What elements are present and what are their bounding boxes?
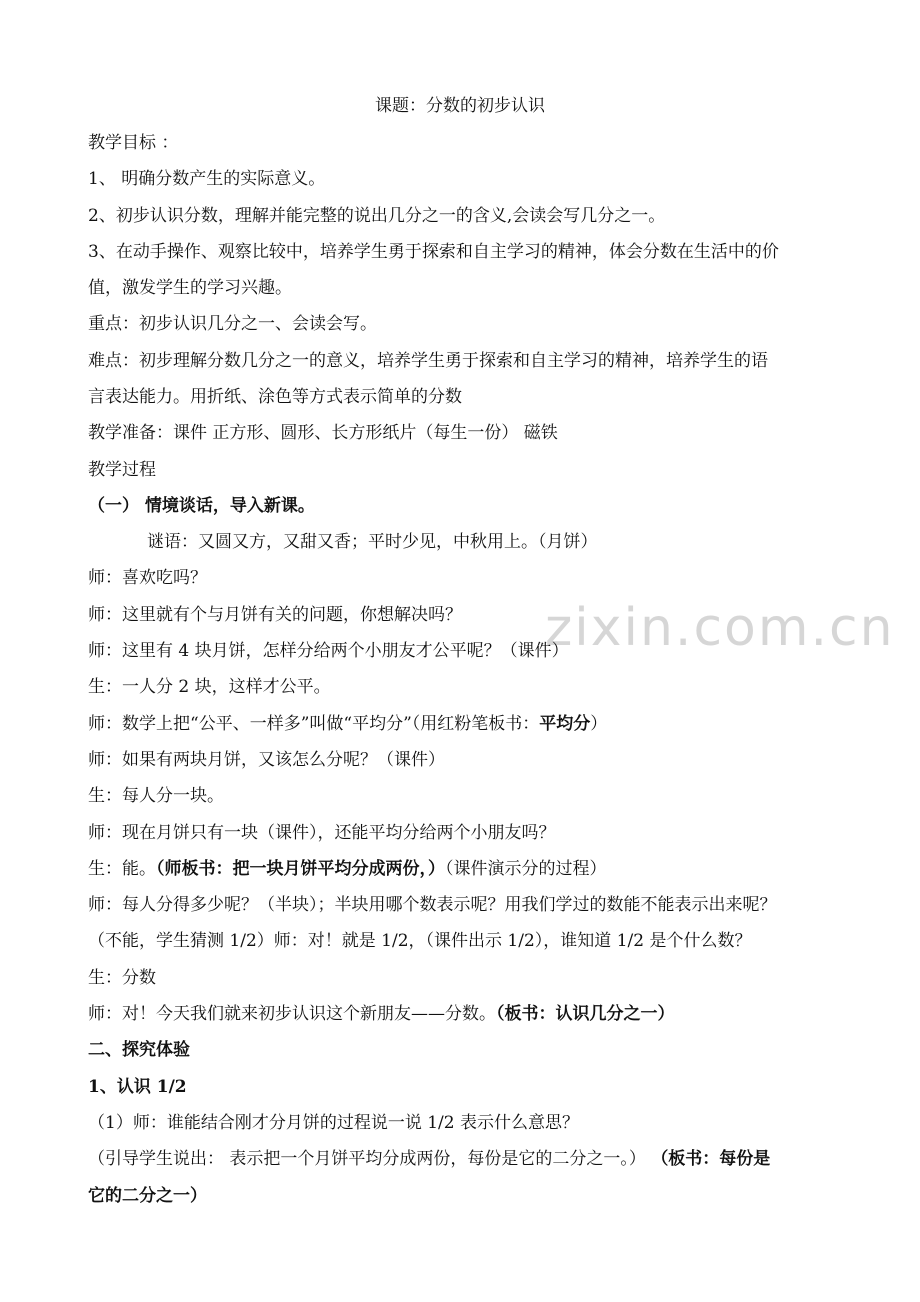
goals-heading: 教学目标 ： xyxy=(88,133,179,153)
dialogue-line: 师：这里就有个与月饼有关的问题，你想解决吗？ xyxy=(88,605,462,625)
text-span: （课件演示分的过程） xyxy=(445,859,607,879)
difficulty-line1: 难点：初步理解分数几分之一的意义，培养学生勇于探索和自主学习的精神，培养学生的语 xyxy=(88,351,768,371)
text-span: 师：对！今天我们就来初步认识这个新朋友——分数。 xyxy=(88,1004,496,1024)
dialogue-line xyxy=(88,1002,675,1026)
goal-1: 1、 明确分数产生的实际意义。 xyxy=(88,169,326,189)
dialogue-line: 生：分数 xyxy=(88,968,156,988)
dialogue-line: 师：现在月饼只有一块（课件），还能平均分给两个小朋友吗？ xyxy=(88,823,556,843)
goal-2: 2、初步认识分数，理解并能完整的说出几分之一的含义,会读会写几分之一。 xyxy=(88,206,666,226)
goal-3-line2: 值，激发学生的学习兴趣。 xyxy=(88,278,292,298)
key-point: 重点：初步认识几分之一、会读会写。 xyxy=(88,314,377,334)
text-span: ） xyxy=(590,714,608,734)
dialogue-line: 师：如果有两块月饼，又该怎么分呢？（课件） xyxy=(88,750,445,770)
text-span: （引导学生说出： 表示把一个月饼平均分成两份，每份是它的二分之一。） xyxy=(88,1149,652,1169)
watermark: zixin.com.cn xyxy=(545,598,895,658)
question-line: （1）师：谁能结合刚才分月饼的过程说一说 1/2 表示什么意思？ xyxy=(88,1113,579,1133)
guide-line2: 它的二分之一） xyxy=(88,1186,207,1206)
teaching-prep: 教学准备：课件 正方形、圆形、长方形纸片（每生一份） 磁铁 xyxy=(88,423,558,443)
dialogue-line: 师：喜欢吃吗？ xyxy=(88,568,207,588)
dialogue-line xyxy=(88,857,607,881)
dialogue-line: 师：这里有 4 块月饼，怎样分给两个小朋友才公平呢？（课件） xyxy=(88,641,569,661)
bold-text: （师板书：把一块月饼平均分成两份，） xyxy=(156,859,445,879)
difficulty-line2: 言表达能力。用折纸、涂色等方式表示简单的分数 xyxy=(88,387,462,407)
section-2-heading: 二、探究体验 xyxy=(88,1040,190,1060)
goal-3-line1: 3、在动手操作、观察比较中，培养学生勇于探索和自主学习的精神，体会分数在生活中的价 xyxy=(88,242,779,262)
subsection-heading: 1、认识 1/2 xyxy=(88,1077,187,1097)
riddle: 谜语：又圆又方，又甜又香；平时少见，中秋用上。（月饼） xyxy=(147,532,598,552)
bold-text: 平均分 xyxy=(539,714,591,734)
section-1-heading: （一） 情境谈话，导入新课。 xyxy=(88,496,315,516)
dialogue-line: 师：每人分得多少呢？（半块）；半块用哪个数表示呢？用我们学过的数能不能表示出来呢？ xyxy=(88,895,777,915)
dialogue-line: 生：一人分 2 块，这样才公平。 xyxy=(88,677,331,697)
dialogue-line xyxy=(88,712,607,736)
text-span: 师：数学上把“公平、一样多”叫做“平均分”（用红粉笔板书： xyxy=(88,714,540,734)
teaching-process-heading: 教学过程 xyxy=(88,460,156,480)
guide-line1 xyxy=(88,1147,770,1171)
dialogue-line: （不能，学生猜测 1/2）师：对！就是 1/2，（课件出示 1/2），谁知道 1/2 是个什么数？ xyxy=(88,931,752,951)
text-span: 生：能。 xyxy=(88,859,156,879)
bold-text: （板书：认识几分之一） xyxy=(496,1004,675,1024)
page-title: 课题：分数的初步认识 xyxy=(375,96,545,116)
bold-text: （板书：每份是 xyxy=(651,1149,771,1169)
dialogue-line: 生：每人分一块。 xyxy=(88,786,224,806)
